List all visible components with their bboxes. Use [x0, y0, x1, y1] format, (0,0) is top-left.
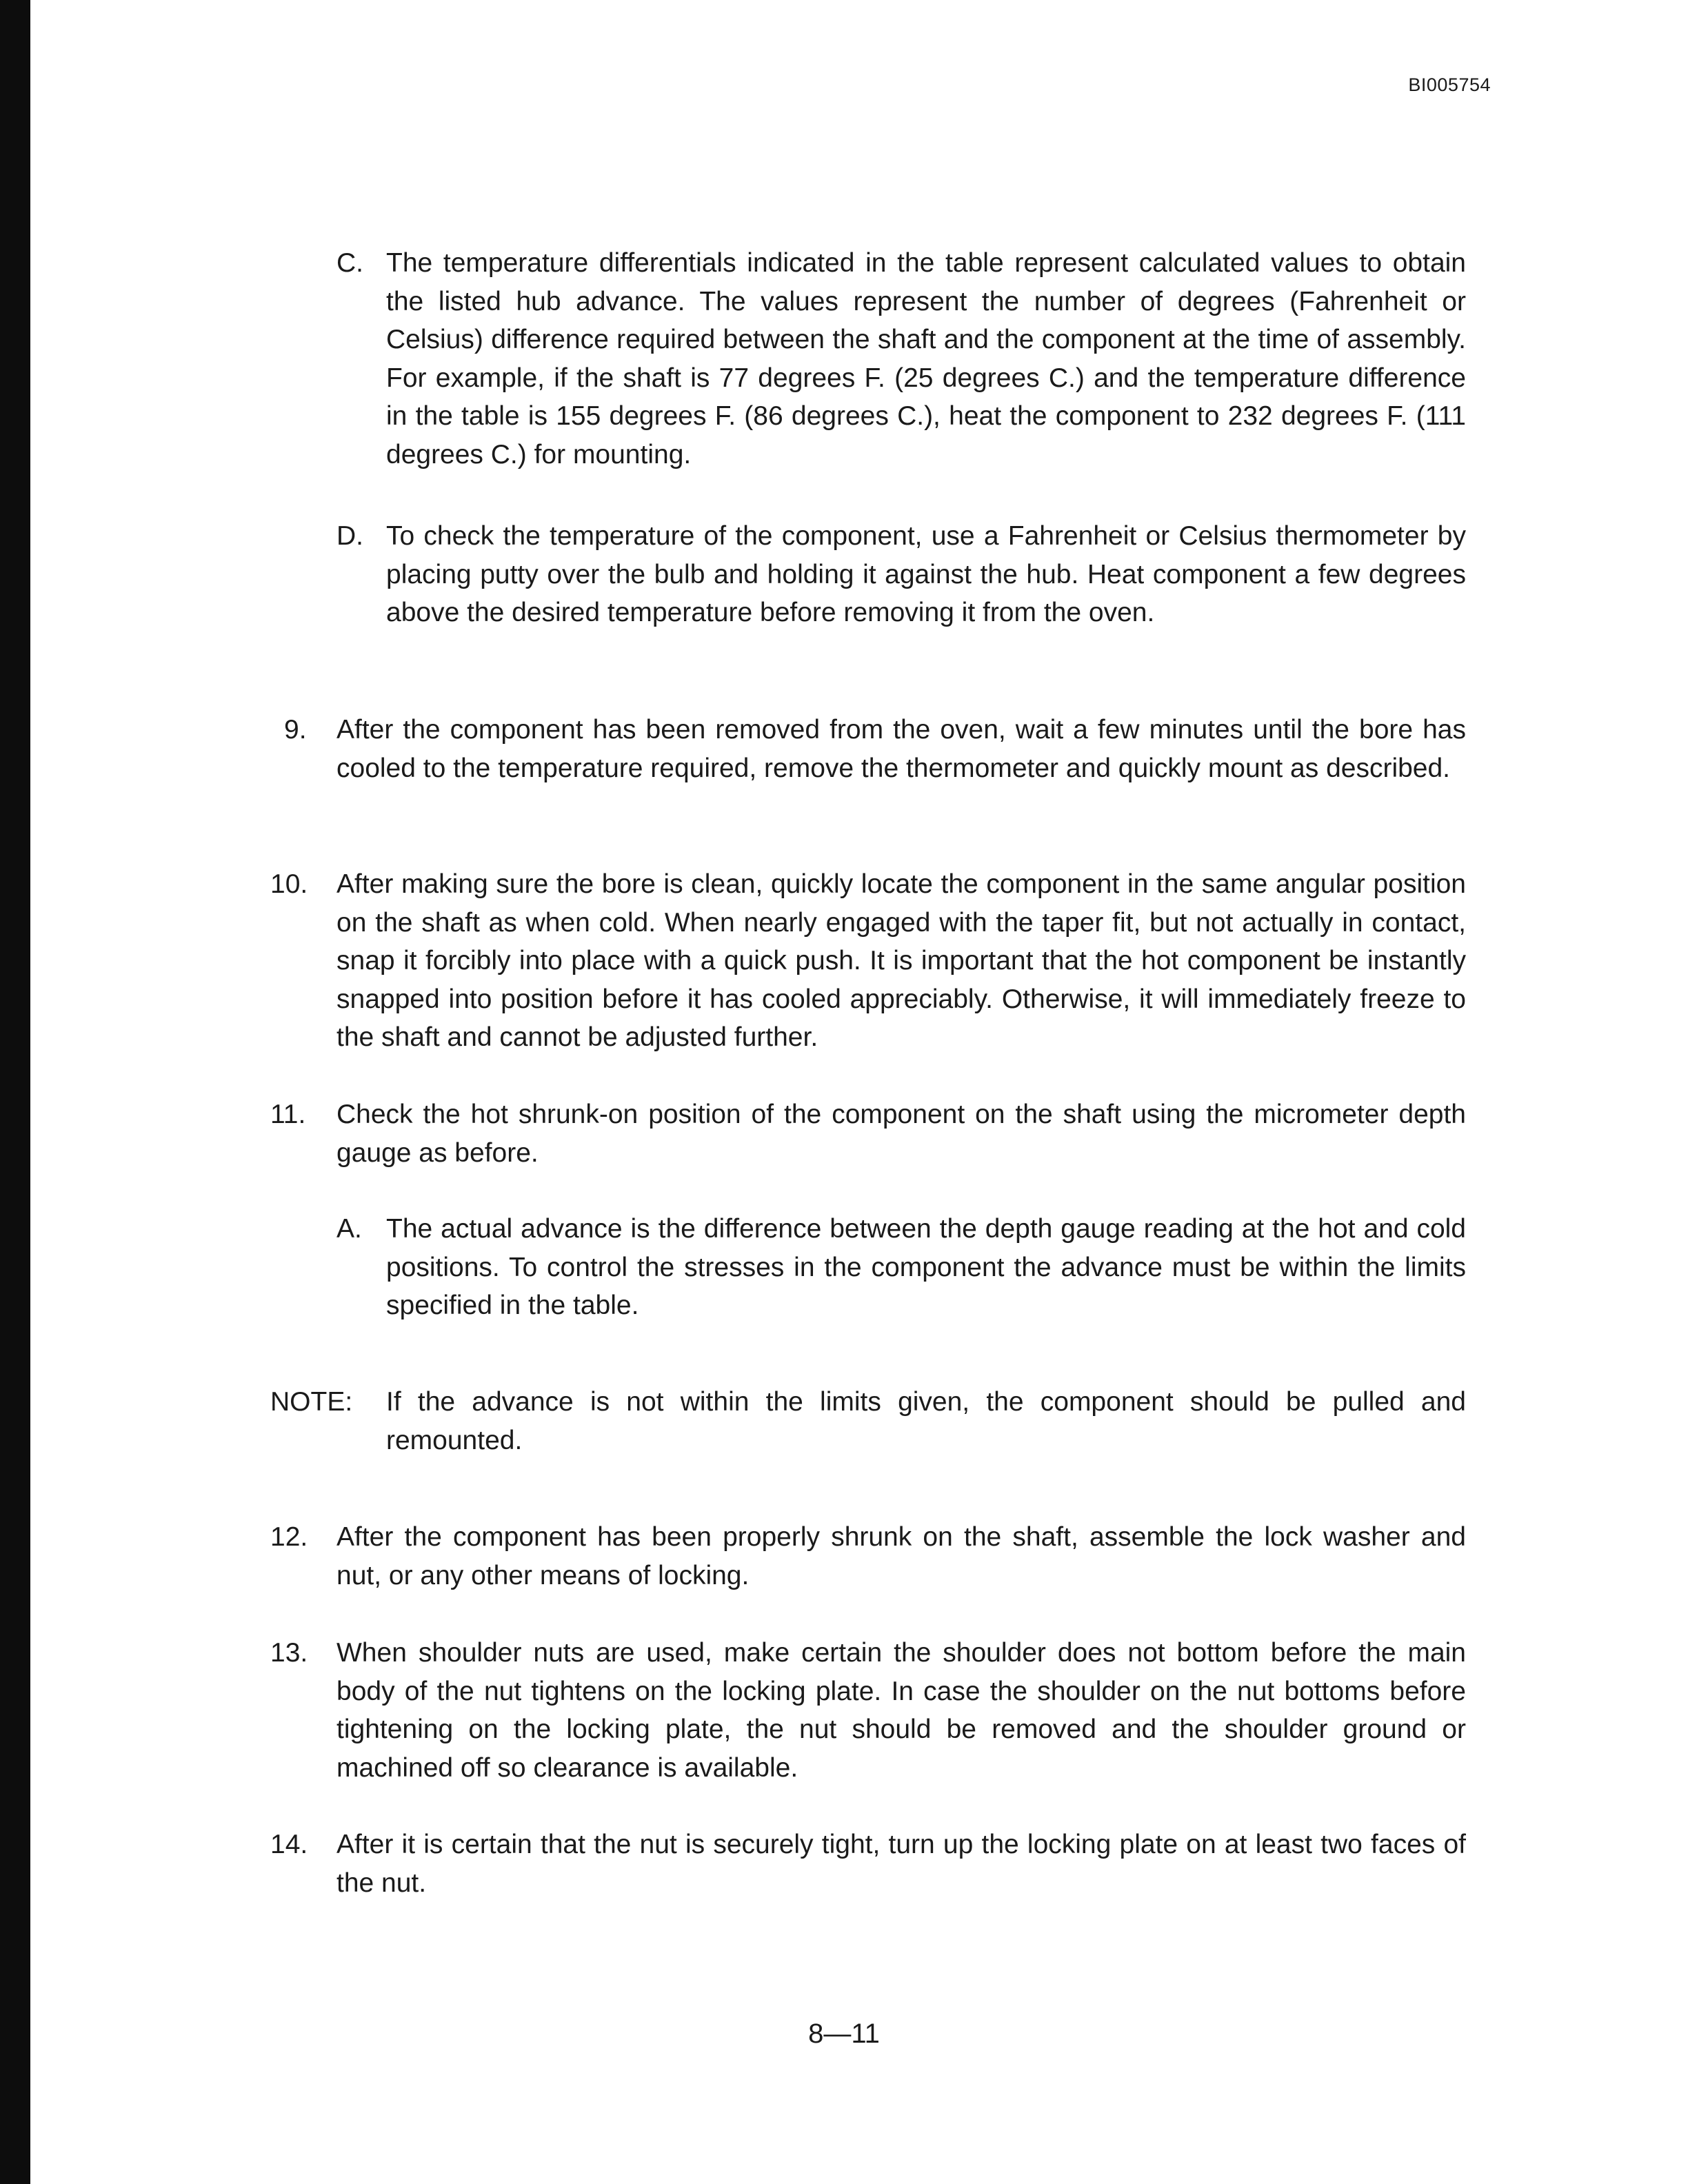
- item-marker: A.: [336, 1214, 362, 1244]
- item-text: When shoulder nuts are used, make certain the shoulder does not bottom before the main body of the nut tightens on the locking plate. In case the shoulder on the nut bottoms before tightening on the locking plate, the nut should be removed and the shoulder ground or machined off so clearance is available.: [336, 1638, 1466, 1783]
- list-item-13: [270, 1634, 1466, 1787]
- list-item-c: [336, 244, 1466, 474]
- item-text: After it is certain that the nut is securely tight, turn up the locking plate on at least two faces of the nut.: [336, 1830, 1466, 1898]
- note-label: NOTE:: [270, 1387, 353, 1417]
- document-id: BI005754: [1408, 74, 1491, 95]
- item-marker: 14.: [270, 1830, 308, 1859]
- page-number: 8—11: [808, 2019, 880, 2049]
- list-item-14: [270, 1826, 1466, 1902]
- item-marker: 13.: [270, 1638, 308, 1668]
- item-text: After making sure the bore is clean, quickly locate the component in the same angular position on the shaft as when cold. When nearly engaged with the taper fit, but not actually in contact, snap it forcibly into place with a quick push. It is important that the hot component be instantly snapped into position before it has cooled appreciably. Otherwise, it will immediately freeze to the shaft and cannot be adjusted further.: [336, 869, 1466, 1053]
- note-text: If the advance is not within the limits given, the component should be pulled and remounted.: [386, 1387, 1466, 1455]
- item-text: To check the temperature of the component, use a Fahrenheit or Celsius thermometer by placing putty over the bulb and holding it against the hub. Heat component a few degrees above the desired temperature before removing it from the oven.: [386, 521, 1466, 628]
- note: [270, 1383, 1466, 1459]
- item-text: The temperature differentials indicated in the table represent calculated values to obtain the listed hub advance. The values represent the number of degrees (Fahrenheit or Celsius) difference required between the shaft and the component at the time of assembly. For example, if the shaft is 77 degrees F. (25 degrees C.) and the temperature difference in the table is 155 degrees F. (86 degrees C.), heat the component to 232 degrees F. (111 degrees C.) for mounting.: [386, 248, 1466, 469]
- item-marker: 10.: [270, 869, 308, 899]
- item-marker: 11.: [270, 1100, 306, 1129]
- list-item-11: [270, 1095, 1466, 1172]
- item-marker: 12.: [270, 1522, 308, 1552]
- item-marker: C.: [336, 248, 363, 278]
- item-marker: 9.: [284, 715, 307, 745]
- item-text: After the component has been removed from the oven, wait a few minutes until the bore has cooled to the temperature required, remove the thermometer and quickly mount as described.: [336, 715, 1466, 783]
- list-item-12: [270, 1518, 1466, 1595]
- list-item-a: [336, 1210, 1466, 1325]
- item-marker: D.: [336, 521, 363, 551]
- list-item-9: [284, 711, 1466, 787]
- item-text: Check the hot shrunk-on position of the component on the shaft using the micrometer depth gauge as before.: [336, 1100, 1466, 1168]
- list-item-10: [270, 865, 1466, 1057]
- scan-edge: [0, 0, 30, 2184]
- list-item-d: [336, 517, 1466, 632]
- item-text: The actual advance is the difference between the depth gauge reading at the hot and cold positions. To control the stresses in the component the advance must be within the limits specified in the table.: [386, 1214, 1466, 1321]
- item-text: After the component has been properly shrunk on the shaft, assemble the lock washer and nut, or any other means of locking.: [336, 1522, 1466, 1590]
